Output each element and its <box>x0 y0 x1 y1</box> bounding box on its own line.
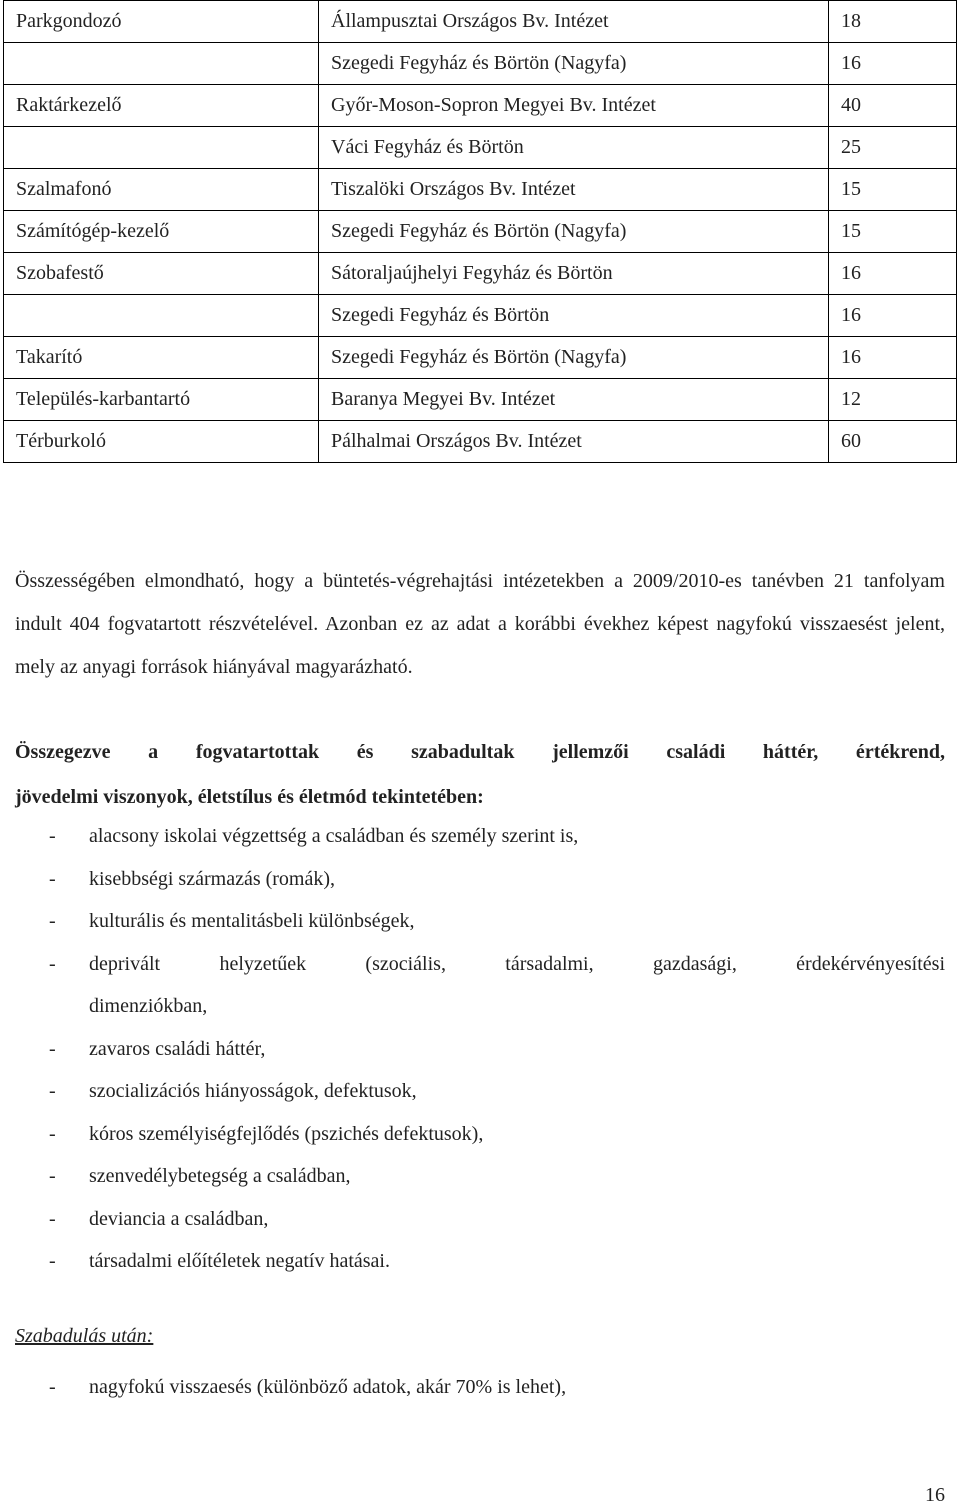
table-row <box>4 169 957 211</box>
occupation-cell: Raktárkezelő <box>4 85 319 127</box>
family-background-list <box>15 815 945 1283</box>
table-row <box>4 127 957 169</box>
dash-bullet: - <box>49 1207 56 1230</box>
dash-bullet: - <box>49 910 56 932</box>
list-item-text: nagyfokú visszaesés (különböző adatok, akár 70% is lehet), <box>89 1376 567 1398</box>
section-heading <box>15 730 945 820</box>
list-item <box>15 1070 945 1113</box>
occupation-cell <box>4 295 319 337</box>
count-cell: 16 <box>829 43 957 85</box>
list-item <box>15 1028 945 1071</box>
institution-cell: Szegedi Fegyház és Börtön <box>319 295 829 337</box>
institution-cell: Szegedi Fegyház és Börtön (Nagyfa) <box>319 211 829 253</box>
table-row <box>4 211 957 253</box>
occupation-cell: Szalmafonó <box>4 169 319 211</box>
table-row <box>4 295 957 337</box>
dash-bullet: - <box>49 1376 56 1398</box>
table-body <box>4 1 957 463</box>
list-item <box>15 1198 945 1241</box>
dash-bullet: - <box>49 867 56 890</box>
institution-cell: Szegedi Fegyház és Börtön (Nagyfa) <box>319 43 829 85</box>
count-cell: 15 <box>829 169 957 211</box>
occupation-cell: Takarító <box>4 337 319 379</box>
table-row <box>4 85 957 127</box>
list-item-text: társadalmi előítéletek negatív hatásai. <box>89 1250 390 1272</box>
list-item-text: szenvedélybetegség a családban, <box>89 1165 351 1187</box>
dash-bullet: - <box>49 1250 56 1272</box>
table-row <box>4 421 957 463</box>
table-row <box>4 43 957 85</box>
dash-bullet: - <box>49 1037 56 1060</box>
list-item-text-line2: dimenziókban, <box>89 995 208 1017</box>
count-cell: 18 <box>829 1 957 43</box>
list-item-text <box>89 943 945 1028</box>
list-item <box>15 1113 945 1156</box>
list-item-text: alacsony iskolai végzettség a családban és személy szerint is, <box>89 825 579 847</box>
count-cell: 16 <box>829 253 957 295</box>
course-table <box>3 0 957 463</box>
list-item <box>15 815 945 858</box>
count-cell: 16 <box>829 337 957 379</box>
institution-cell: Győr-Moson-Sopron Megyei Bv. Intézet <box>319 85 829 127</box>
dash-bullet: - <box>49 1080 56 1102</box>
list-item <box>15 1240 945 1283</box>
occupation-cell: Számítógép-kezelő <box>4 211 319 253</box>
occupation-cell: Település-karbantartó <box>4 379 319 421</box>
count-cell: 25 <box>829 127 957 169</box>
page-number: 16 <box>925 1484 945 1506</box>
institution-cell: Szegedi Fegyház és Börtön (Nagyfa) <box>319 337 829 379</box>
count-cell: 40 <box>829 85 957 127</box>
dash-bullet: - <box>49 952 56 975</box>
after-release-list <box>15 1366 945 1409</box>
list-item-text: kóros személyiségfejlődés (pszichés defektusok), <box>89 1122 484 1145</box>
list-item <box>15 1155 945 1198</box>
institution-cell: Tiszalöki Országos Bv. Intézet <box>319 169 829 211</box>
occupation-cell <box>4 127 319 169</box>
dash-bullet: - <box>49 1165 56 1187</box>
list-item-text-line1: deprivált helyzetűek (szociális, társadalmi, gazdasági, érdekérvényesítési <box>89 952 945 975</box>
dash-bullet: - <box>49 825 56 847</box>
occupation-cell <box>4 43 319 85</box>
table-row <box>4 379 957 421</box>
count-cell: 16 <box>829 295 957 337</box>
list-item-text: zavaros családi háttér, <box>89 1037 266 1060</box>
table-row <box>4 1 957 43</box>
list-item-text: szocializációs hiányosságok, defektusok, <box>89 1080 417 1102</box>
section-heading-line1: Összegezve a fogvatartottak és szabadultak jellemzői családi háttér, értékrend, <box>15 741 945 763</box>
occupation-cell: Parkgondozó <box>4 1 319 43</box>
count-cell: 15 <box>829 211 957 253</box>
list-item <box>15 943 945 1028</box>
list-item <box>15 900 945 943</box>
dash-bullet: - <box>49 1122 56 1145</box>
section-heading-line2: jövedelmi viszonyok, életstílus és életmód tekintetében: <box>15 786 484 808</box>
release-heading: Szabadulás után: <box>15 1325 154 1347</box>
list-item-text: kisebbségi származás (romák), <box>89 867 336 890</box>
list-item-text: kulturális és mentalitásbeli különbségek, <box>89 910 415 932</box>
institution-cell: Váci Fegyház és Börtön <box>319 127 829 169</box>
table-row <box>4 337 957 379</box>
institution-cell: Pálhalmai Országos Bv. Intézet <box>319 421 829 463</box>
list-item <box>15 1366 945 1409</box>
institution-cell: Baranya Megyei Bv. Intézet <box>319 379 829 421</box>
count-cell: 60 <box>829 421 957 463</box>
list-item <box>15 858 945 901</box>
count-cell: 12 <box>829 379 957 421</box>
occupation-cell: Szobafestő <box>4 253 319 295</box>
list-item-text: deviancia a családban, <box>89 1207 269 1230</box>
summary-paragraph: Összességében elmondható, hogy a büntetés-végrehajtási intézetekben a 2009/2010-es tanévben 21 tanfolyam indult 404 fogvatartott részvételével. Azonban ez az adat a korábbi évekhez képest nagyfokú visszaesést jelent, mely az anyagi források hiányával magyarázható. <box>15 570 945 678</box>
institution-cell: Állampusztai Országos Bv. Intézet <box>319 1 829 43</box>
table-row <box>4 253 957 295</box>
institution-cell: Sátoraljaújhelyi Fegyház és Börtön <box>319 253 829 295</box>
occupation-cell: Térburkoló <box>4 421 319 463</box>
